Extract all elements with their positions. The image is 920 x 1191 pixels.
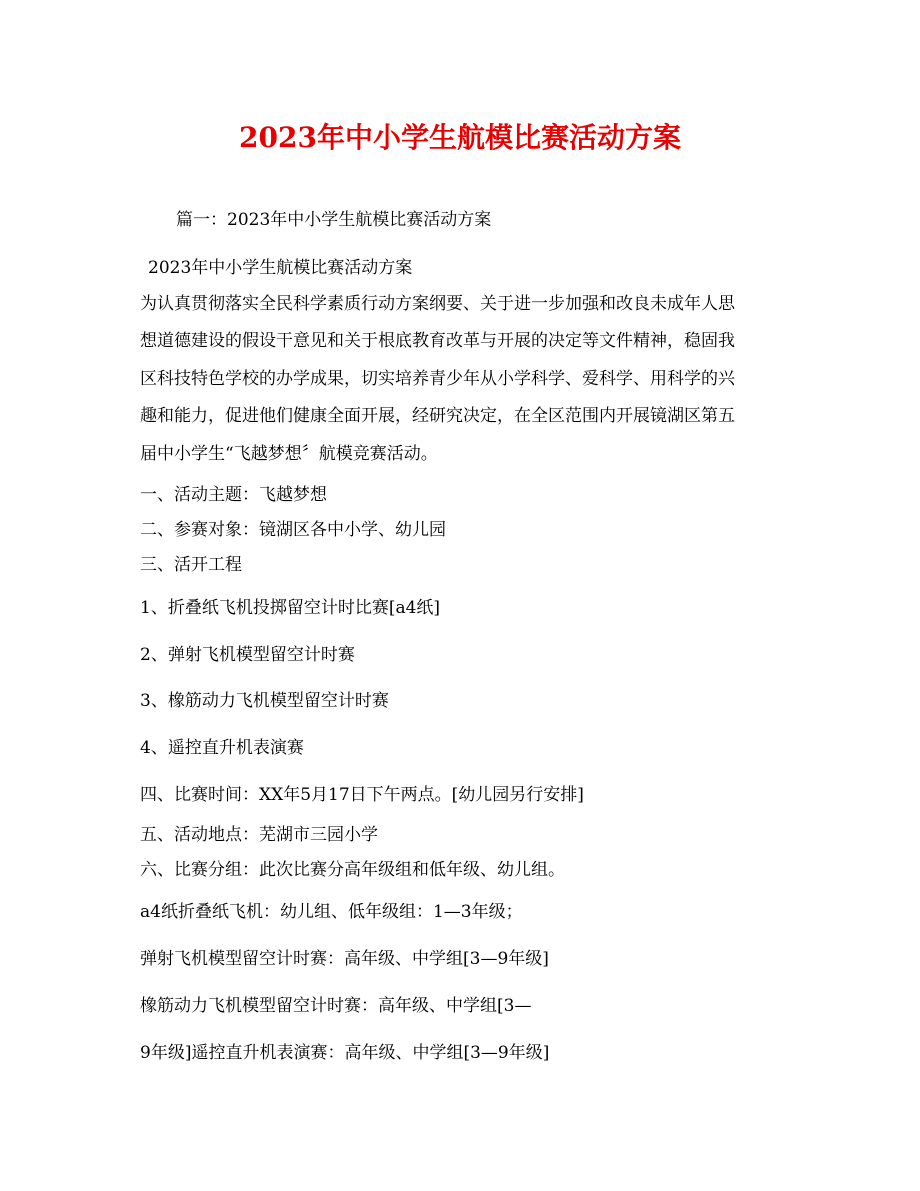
list-item: 三、活开工程 (140, 555, 242, 575)
intro-line: 届中小学生“飞越梦想〞航模竞赛活动。 (140, 444, 438, 464)
list-item: a4纸折叠纸飞机：幼儿组、低年级组：1—3年级； (140, 902, 523, 922)
intro-line: 趣和能力，促进他们健康全面开展，经研究决定，在全区范围内开展镜湖区第五 (140, 406, 735, 426)
list-item: 橡筋动力飞机模型留空计时赛：高年级、中学组[3— (140, 996, 532, 1016)
intro-line: 想道德建设的假设干意见和关于根底教育改革与开展的决定等文件精神，稳固我 (140, 331, 735, 351)
intro-line: 为认真贯彻落实全民科学素质行动方案纲要、关于进一步加强和改良未成年人思 (140, 294, 735, 314)
intro-line: 区科技特色学校的办学成果，切实培养青少年从小学科学、爱科学、用科学的兴 (140, 369, 735, 389)
list-item: 4、遥控直升机表演赛 (140, 738, 304, 758)
list-item: 1、折叠纸飞机投掷留空计时比赛[a4纸] (140, 598, 441, 618)
list-item: 9年级]遥控直升机表演赛：高年级、中学组[3—9年级] (140, 1043, 550, 1063)
section-heading: 篇一：2023年中小学生航模比赛活动方案 (176, 210, 492, 230)
document-subtitle: 2023年中小学生航模比赛活动方案 (148, 258, 413, 278)
list-item: 一、活动主题：飞越梦想 (140, 485, 327, 505)
list-item: 2、弹射飞机模型留空计时赛 (140, 645, 355, 665)
list-item: 弹射飞机模型留空计时赛：高年级、中学组[3—9年级] (140, 949, 549, 969)
list-item: 四、比赛时间：XX年5月17日下午两点。[幼儿园另行安排] (140, 785, 584, 805)
document-title: 2023年中小学生航模比赛活动方案 (239, 121, 681, 154)
list-item: 二、参赛对象：镜湖区各中小学、幼儿园 (140, 520, 446, 540)
list-item: 3、橡筋动力飞机模型留空计时赛 (140, 691, 389, 711)
list-item: 六、比赛分组：此次比赛分高年级组和低年级、幼儿组。 (140, 860, 565, 880)
list-item: 五、活动地点：芜湖市三园小学 (140, 825, 378, 845)
